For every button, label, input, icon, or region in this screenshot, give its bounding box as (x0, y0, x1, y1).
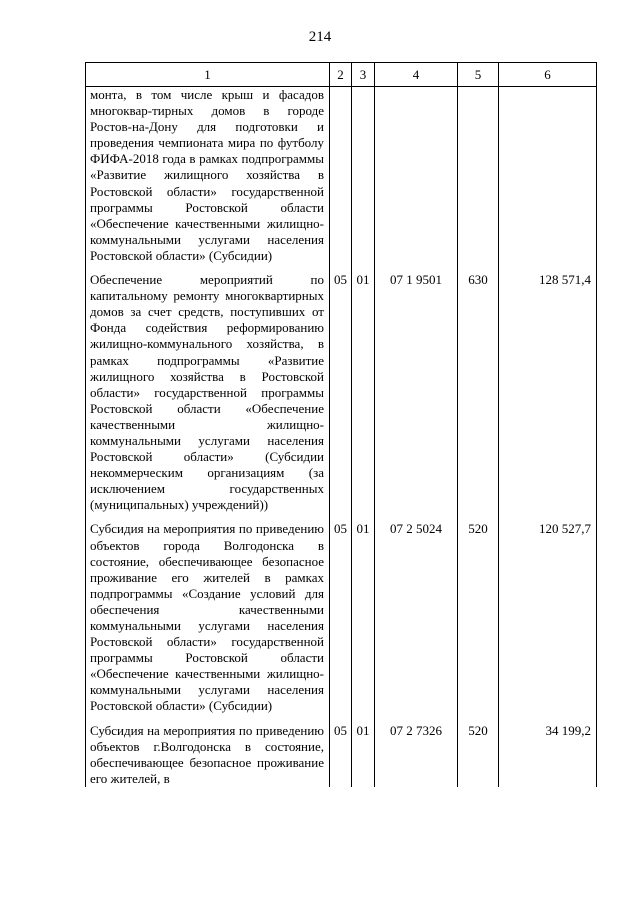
row-spacer (86, 513, 597, 521)
row-description: Обеспечение мероприятий по капитальному ремонту многоквартирных домов за счет средств, поступивших от Фонда содействия реформированию жилищно-коммунального хозяйства, в рамках подпрограммы «Развитие жилищного хозяйства в Ростовской области» государственной программы Ростовской области «Обеспечение качественными жилищно-коммунальными услугами населения Ростовской области» (Субсидии некоммерческим организациям (за исключением государственных (муниципальных) учреждений)) (86, 272, 330, 513)
row-expense-type: 520 (458, 521, 499, 714)
row-description: Субсидия на мероприятия по приведению объектов г.Волгодонска в состояние, обеспечивающее безопасное проживание его жителей, в (86, 723, 330, 787)
row-expense-type: 630 (458, 272, 499, 513)
header-col-6: 6 (499, 63, 597, 87)
row-section: 05 (330, 521, 352, 714)
row-amount: 120 527,7 (499, 521, 597, 714)
table-row (86, 521, 597, 714)
row-subsection (352, 87, 375, 265)
row-amount: 128 571,4 (499, 272, 597, 513)
row-subsection: 01 (352, 723, 375, 787)
header-col-5: 5 (458, 63, 499, 87)
header-col-3: 3 (352, 63, 375, 87)
row-expense-type (458, 87, 499, 265)
row-target-code: 07 1 9501 (375, 272, 458, 513)
row-amount: 34 199,2 (499, 723, 597, 787)
row-target-code: 07 2 7326 (375, 723, 458, 787)
table-row (86, 272, 597, 513)
header-col-1: 1 (86, 63, 330, 87)
page-number: 214 (308, 29, 332, 45)
row-expense-type: 520 (458, 723, 499, 787)
row-section: 05 (330, 723, 352, 787)
table-row (86, 87, 597, 265)
header-col-2: 2 (330, 63, 352, 87)
row-subsection: 01 (352, 521, 375, 714)
row-spacer (86, 715, 597, 723)
table-row (86, 723, 597, 787)
header-row (86, 63, 597, 87)
row-description: монта, в том числе крыш и фасадов многоквар-тирных домов в городе Ростов-на-Дону для подготовки и проведения чемпионата мира по футболу ФИФА-2018 года в рамках подпрограммы «Развитие жилищного хозяйства в Ростовской области» государственной программы Ростовской области «Обеспечение качественными жилищно-коммунальными услугами населения Ростовской области» (Субсидии) (86, 87, 330, 265)
row-target-code (375, 87, 458, 265)
header-col-4: 4 (375, 63, 458, 87)
row-section: 05 (330, 272, 352, 513)
row-description: Субсидия на мероприятия по приведению объектов города Волгодонска в состояние, обеспечивающее безопасное проживание его жителей в рамках подпрограммы «Создание условий для обеспечения качественными коммунальными услугами населения Ростовской области» государственной программы Ростовской области «Обеспечение качественными жилищно-коммунальными услугами населения Ростовской области» (Субсидии) (86, 521, 330, 714)
row-spacer (86, 264, 597, 272)
row-amount (499, 87, 597, 265)
row-section (330, 87, 352, 265)
row-target-code: 07 2 5024 (375, 521, 458, 714)
row-subsection: 01 (352, 272, 375, 513)
budget-table (85, 62, 597, 787)
